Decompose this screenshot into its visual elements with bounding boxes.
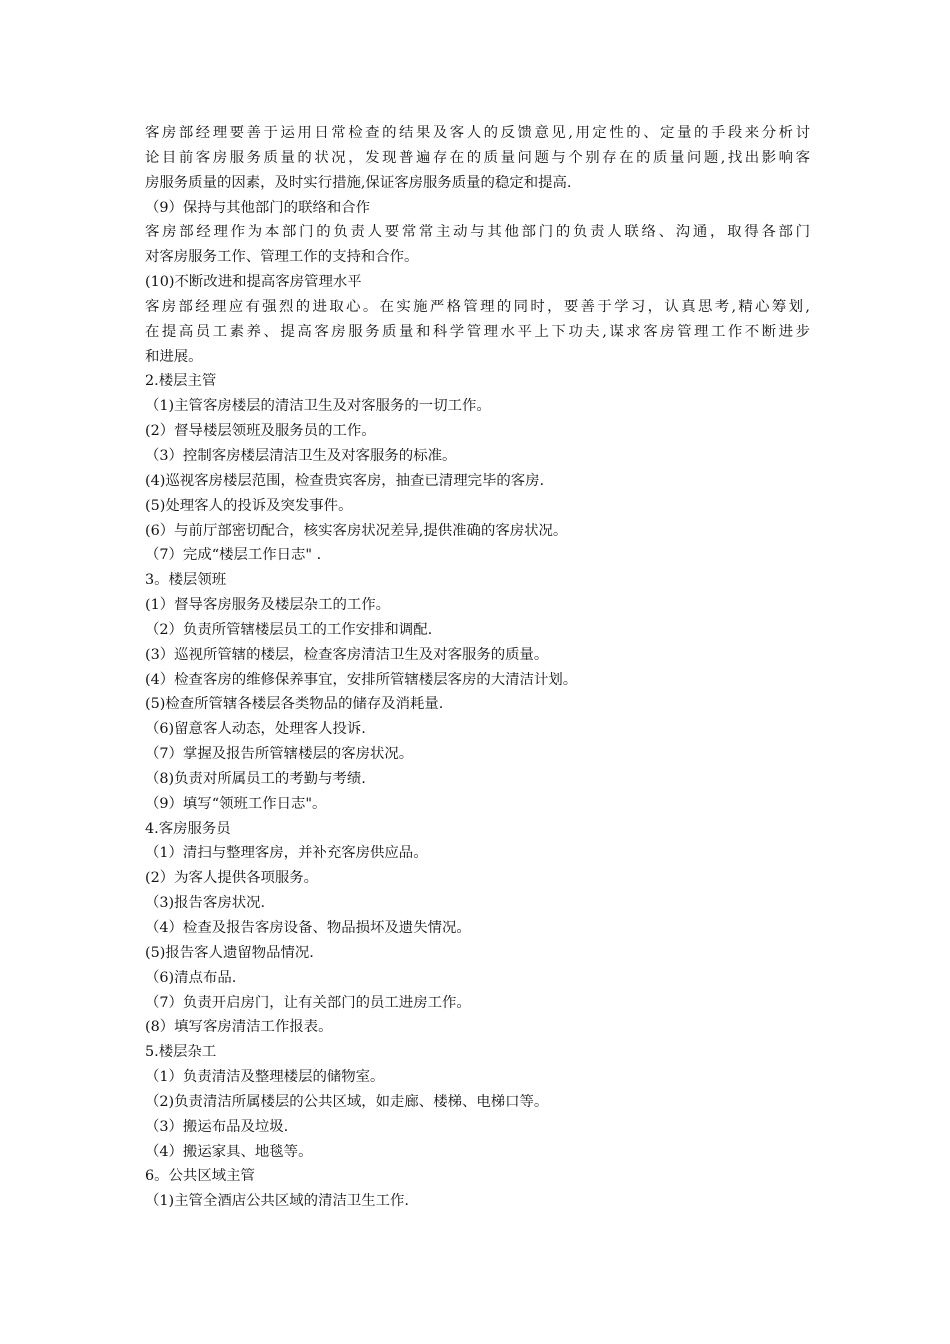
text-line: 和进展。 (145, 348, 203, 365)
list-item: (2）督导楼层领班及服务员的工作。 (145, 423, 376, 440)
section-heading: 2.楼层主管 (145, 373, 217, 390)
section-heading: （9）保持与其他部门的联络和合作 (145, 199, 371, 216)
list-item: （7）掌握及报告所管辖楼层的客房状况。 (145, 746, 414, 763)
section-heading: (10)不断改进和提高客房管理水平 (145, 274, 362, 291)
list-item: （6)清点布品. (145, 969, 237, 986)
section-heading: 4.客房服务员 (145, 820, 231, 837)
text-line: 论目前客房服务质量的状况，发现普遍存在的质量问题与个别存在的质量问题,找出影响客 (145, 149, 810, 166)
document-body (145, 121, 810, 1214)
list-item: （7）完成“楼层工作日志" . (145, 547, 322, 564)
text-line: 对客房服务工作、管理工作的支持和合作。 (145, 249, 419, 266)
list-item: （7）负责开启房门，让有关部门的员工进房工作。 (145, 994, 471, 1011)
list-item: (4)巡视客房楼层范围，检查贵宾客房，抽查已清理完毕的客房. (145, 472, 545, 489)
text-line: 客房部经理应有强烈的进取心。在实施严格管理的同时，要善于学习，认真思考,精心筹划, (145, 298, 810, 315)
list-item: （4）搬运家具、地毯等。 (145, 1143, 313, 1160)
list-item: （1)主管全酒店公共区域的清洁卫生工作. (145, 1193, 409, 1210)
list-item: (5)检查所管辖各楼层各类物品的储存及消耗量. (145, 696, 444, 713)
text-line: 在提高员工素养、提高客房服务质量和科学管理水平上下功夫,谋求客房管理工作不断进步 (145, 323, 810, 340)
list-item: (8）填写客房清洁工作报表。 (145, 1019, 333, 1036)
text-line: 房服务质量的因素，及时实行措施,保证客房服务质量的稳定和提高. (145, 174, 572, 191)
list-item: (5)处理客人的投诉及突发事件。 (145, 497, 353, 514)
text-line: 客房部经理作为本部门的负责人要常常主动与其他部门的负责人联络、沟通，取得各部门 (145, 224, 810, 241)
list-item: (5)报告客人遗留物品情况. (145, 944, 314, 961)
list-item: （2）负责所管辖楼层员工的工作安排和调配. (145, 621, 433, 638)
list-item: (1）督导客房服务及楼层杂工的工作。 (145, 597, 391, 614)
section-heading: 3。楼层领班 (145, 572, 227, 589)
list-item: (3）巡视所管辖的楼层，检查客房清洁卫生及对客服务的质量。 (145, 646, 549, 663)
text-line: 客房部经理要善于运用日常检查的结果及客人的反馈意见,用定性的、定量的手段来分析讨 (145, 125, 810, 141)
list-item: （1）负责清洁及整理楼层的储物室。 (145, 1069, 385, 1086)
list-item: （1）清扫与整理客房，并补充客房供应品。 (145, 845, 428, 862)
list-item: (4）检查客房的维修保养事宜，安排所管辖楼层客房的大清洁计划。 (145, 671, 578, 688)
list-item: （3）控制客房楼层清洁卫生及对客服务的标准。 (145, 447, 457, 464)
list-item: （4）检查及报告客房设备、物品损坏及遗失情况。 (145, 920, 471, 936)
list-item: （3）搬运布品及垃圾. (145, 1118, 289, 1135)
list-item: （9）填写“领班工作日志"。 (145, 795, 327, 812)
list-item: (6）与前厅部密切配合，核实客房状况差异,提供准确的客房状况。 (145, 522, 568, 539)
list-item: （6)留意客人动态，处理客人投诉. (145, 721, 366, 738)
section-heading: 6。公共区域主管 (145, 1168, 255, 1185)
list-item: （2)负责清洁所属楼层的公共区域，如走廊、楼梯、电梯口等。 (145, 1093, 549, 1110)
list-item: （3)报告客房状况. (145, 895, 266, 912)
list-item: （1)主管客房楼层的清洁卫生及对客服务的一切工作。 (145, 398, 491, 415)
list-item: （8)负责对所属员工的考勤与考绩. (145, 770, 366, 787)
section-heading: 5.楼层杂工 (145, 1044, 217, 1061)
list-item: (2）为客人提供各项服务。 (145, 870, 319, 887)
